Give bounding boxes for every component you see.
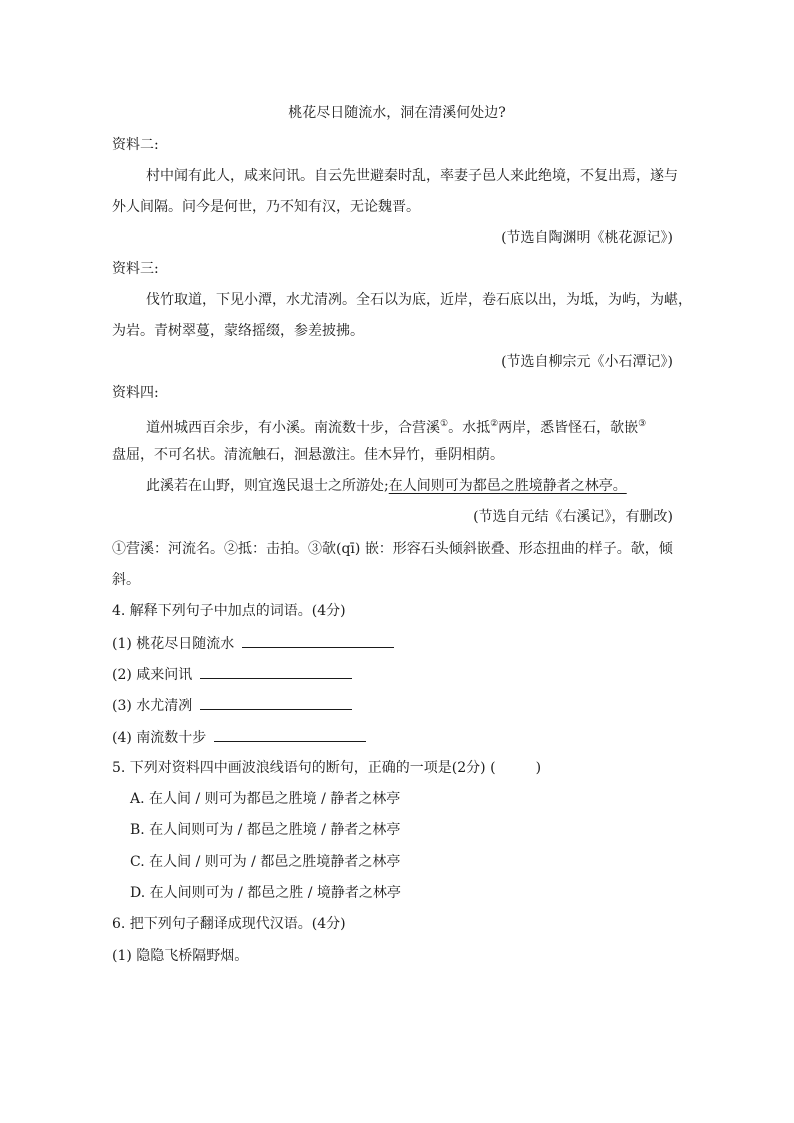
material4-heading: 资料四:: [112, 385, 159, 401]
q5-paren-close: ): [535, 760, 542, 776]
poem-line: 桃花尽日随流水，洞在清溪何处边?: [288, 105, 506, 121]
q5-stem: [112, 758, 541, 778]
material4-para-line1: [146, 414, 646, 438]
footnote-ref-2: ②: [490, 419, 499, 429]
q4-item-2: [112, 664, 352, 685]
q6-item-1: (1) 隐隐飞桥隔野烟。: [112, 948, 249, 964]
material4-para-line2: 盘屈，不可名状。清流触石，洄悬激注。佳木异竹，垂阴相荫。: [112, 447, 504, 463]
q5-option-b: B. 在人间则可为 / 都邑之胜境 / 静者之林亭: [130, 822, 401, 838]
material4-text-a: 道州城西百余步，有小溪。南流数十步，合营溪: [146, 420, 440, 436]
q4-stem: 4. 解释下列句子中加点的词语。(4分): [112, 603, 346, 619]
q5-option-d: D. 在人间则可为 / 都邑之胜 / 境静者之林亭: [130, 885, 401, 901]
material4-text-d: 此溪若在山野，则宜逸民退士之所游处;: [146, 478, 389, 494]
material2-para-line1: 村中闻有此人，咸来问讯。自云先世避秦时乱，率妻子邑人来此绝境，不复出焉，遂与: [146, 168, 678, 184]
q4-item-3: [112, 695, 352, 716]
q5-option-c: C. 在人间 / 则可为 / 都邑之胜境静者之林亭: [130, 854, 401, 870]
answer-blank-4[interactable]: [214, 727, 366, 742]
footnote-ref-1: ①: [440, 419, 449, 429]
q4-item-4: [112, 727, 366, 748]
q4-item-1-text: (1) 桃花尽日随流水: [112, 636, 235, 652]
material3-para-line2: 为岩。青树翠蔓，蒙络摇缀，参差披拂。: [112, 323, 364, 339]
material2-para-line2: 外人间隔。问今是何世，乃不知有汉，无论魏晋。: [112, 199, 420, 215]
material3-para-line1: 伐竹取道，下见小潭，水尤清冽。全石以为底，近岸，卷石底以出，为坻，为屿，为嵁，: [146, 292, 692, 308]
footnote-ref-3: ③: [638, 419, 647, 429]
material2-heading: 资料二:: [112, 137, 159, 153]
material4-source: (节选自元结《右溪记》，有删改): [473, 509, 673, 525]
q5-stem-text: 5. 下列对资料四中画波浪线语句的断句，正确的一项是(2分): [112, 760, 486, 776]
q4-item-2-text: (2) 咸来问讯: [112, 667, 193, 683]
answer-blank-2[interactable]: [200, 664, 352, 679]
material4-para-line3: [146, 476, 627, 496]
q4-item-1: [112, 633, 394, 654]
q4-item-3-text: (3) 水尤清冽: [112, 698, 193, 714]
material3-source: (节选自柳宗元《小石潭记》): [501, 354, 673, 370]
notes-line2: 斜。: [112, 572, 140, 588]
material3-heading: 资料三:: [112, 261, 159, 277]
q4-item-4-text: (4) 南流数十步: [112, 730, 207, 746]
q5-option-a: A. 在人间 / 则可为都邑之胜境 / 静者之林亭: [130, 791, 401, 807]
material4-text-b: 。水抵: [448, 420, 491, 436]
answer-blank-1[interactable]: [242, 633, 394, 648]
material4-text-c: 两岸，悉皆怪石，欹嵌: [498, 420, 639, 436]
q6-stem: 6. 把下列句子翻译成现代汉语。(4分): [112, 916, 346, 932]
answer-blank-3[interactable]: [200, 695, 352, 710]
q5-paren-open: (: [490, 760, 496, 776]
notes-line1: ①营溪：河流名。②抵：击拍。③欹(qī) 嵌：形容石头倾斜嵌叠、形态扭曲的样子。欹，倾: [112, 541, 673, 557]
material2-source: (节选自陶渊明《桃花源记》): [501, 230, 673, 246]
wavy-underlined-sentence: 在人间则可为都邑之胜境静者之林亭。: [388, 478, 627, 494]
